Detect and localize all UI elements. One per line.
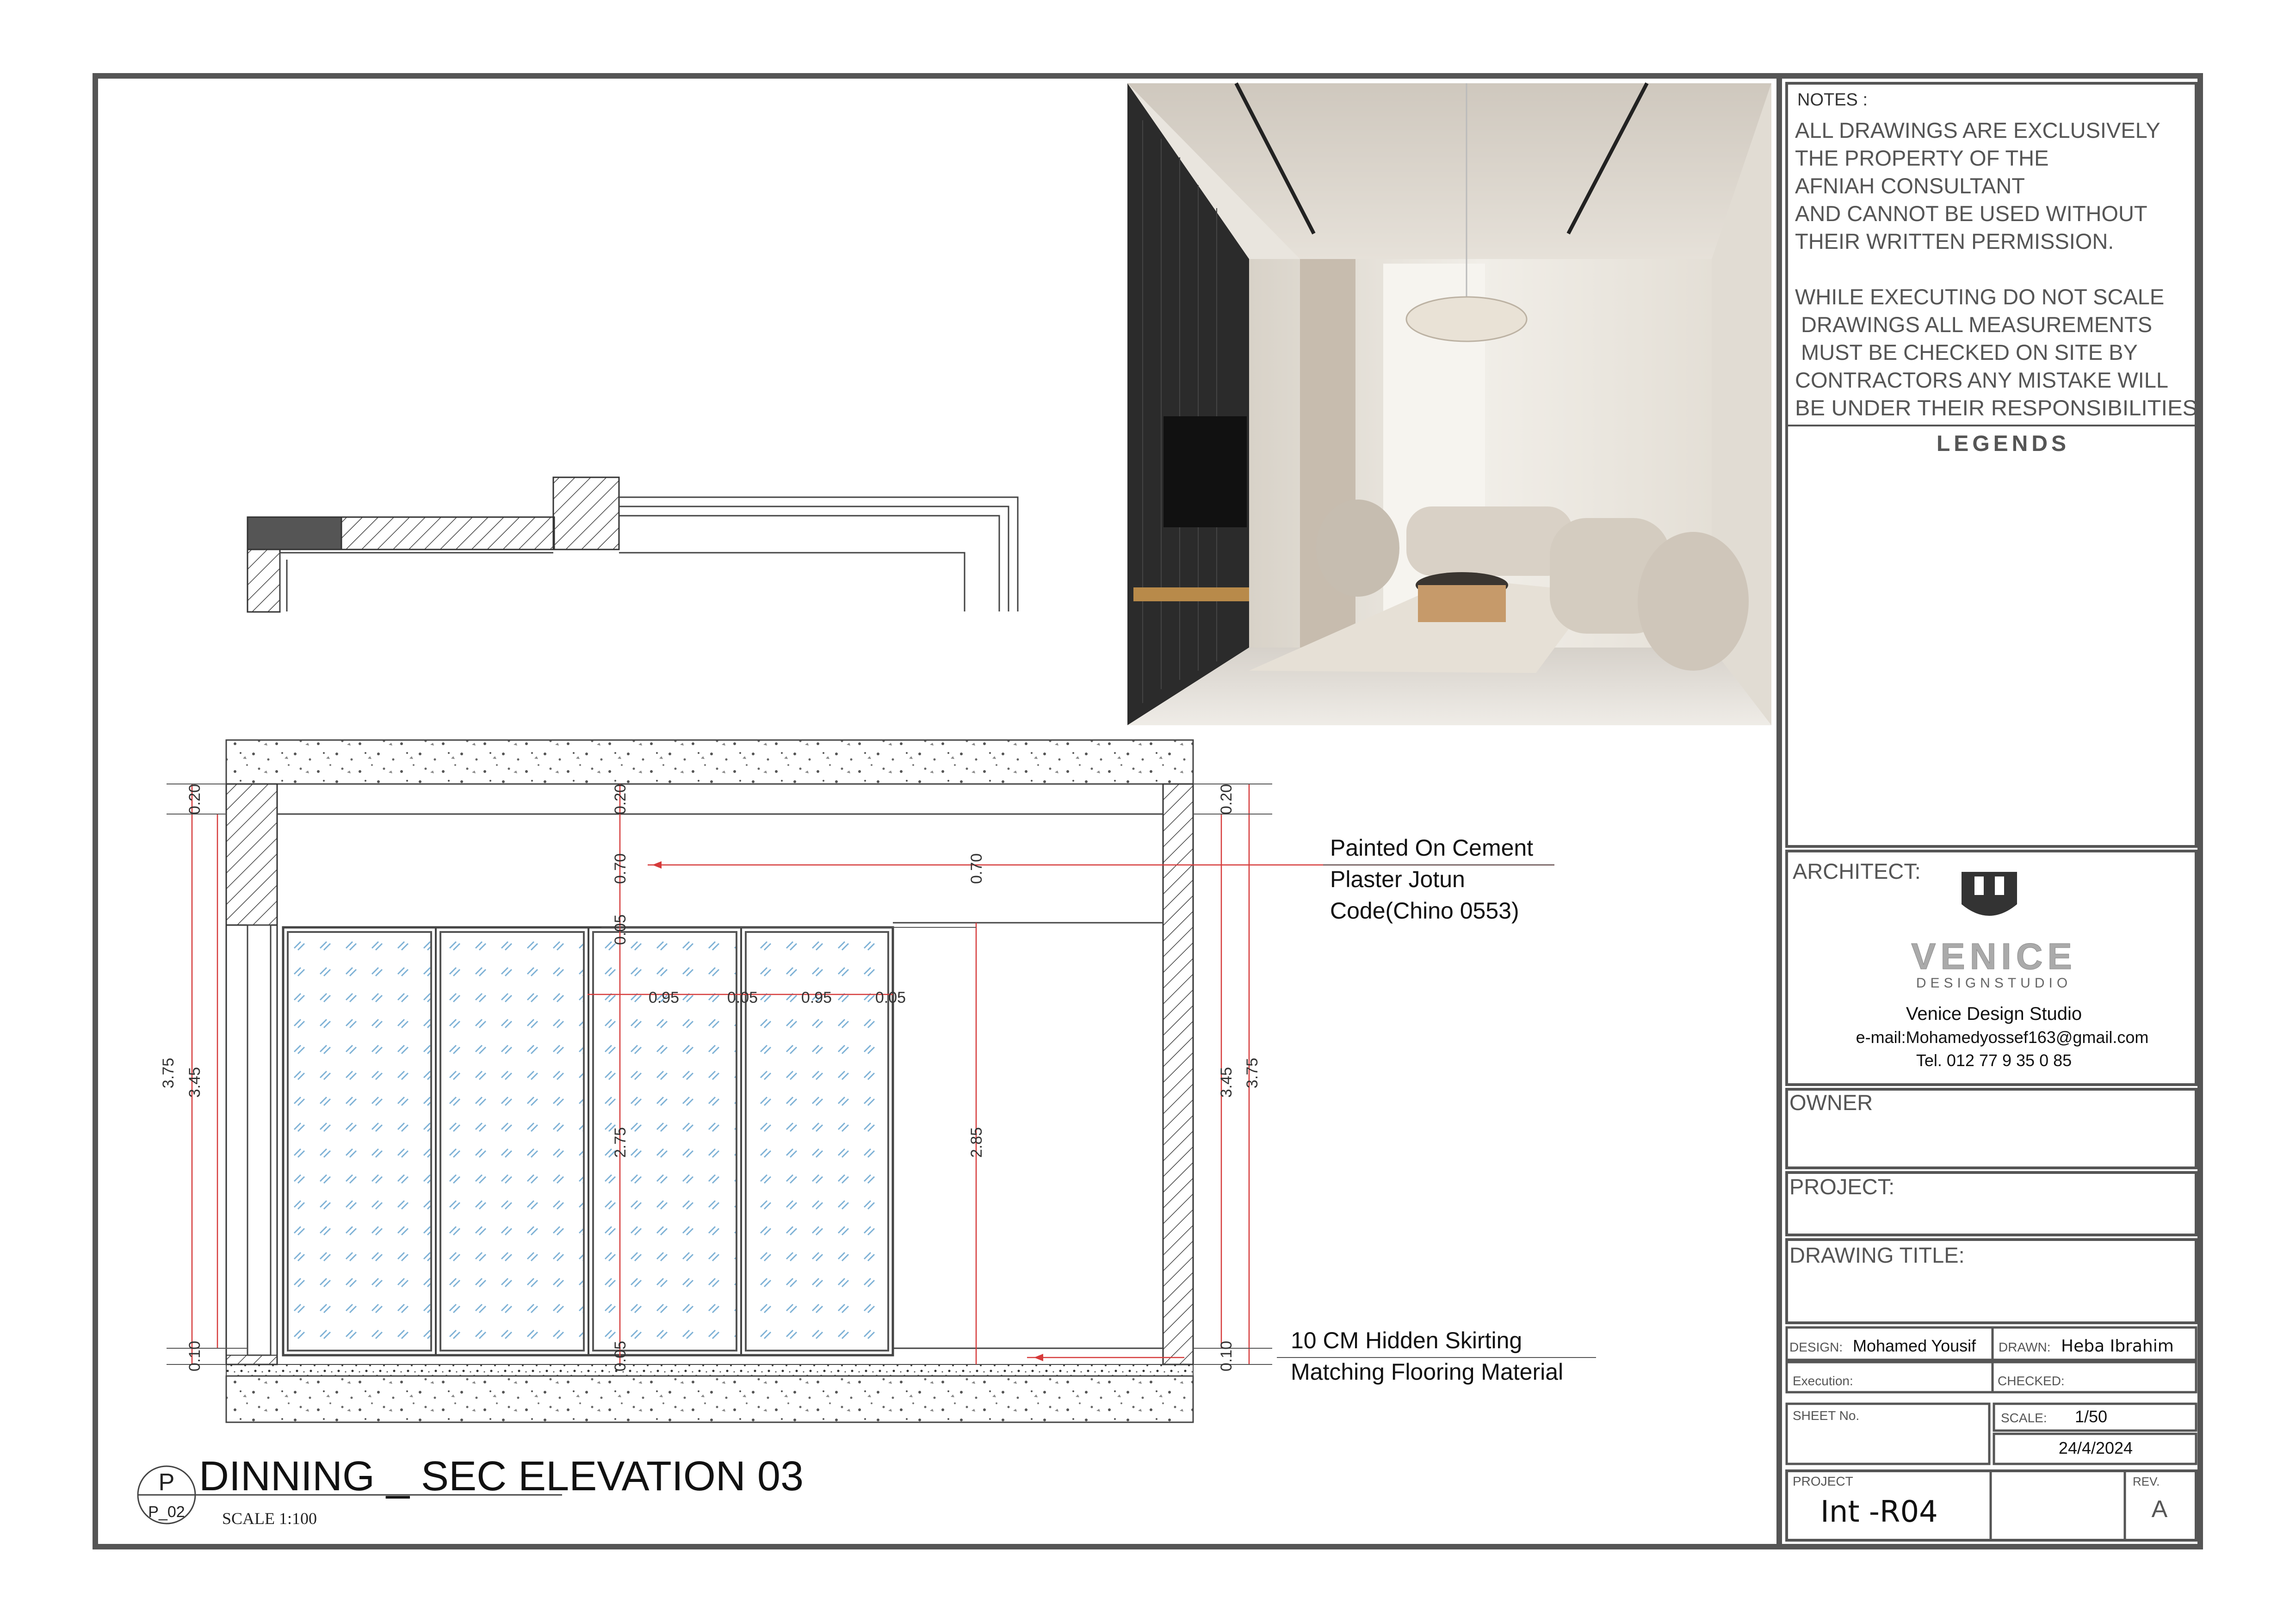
drawing-date: 24/4/2024 — [2058, 1438, 2133, 1457]
drawing-title-label: DRAWING TITLE: — [1789, 1243, 1965, 1267]
scale-label: SCALE: — [2001, 1411, 2047, 1425]
architect-tel: Tel. 012 77 9 35 0 85 — [1916, 1051, 2072, 1070]
dim-opening-height: 2.85 — [968, 1127, 985, 1158]
dim-bottom-right: 0.10 — [1218, 1340, 1235, 1372]
notes-line: ALL DRAWINGS ARE EXCLUSIVELY — [1795, 118, 2160, 142]
notes-line: MUST BE CHECKED ON SITE BY — [1795, 340, 2138, 364]
dim-top-right: 0.20 — [1218, 784, 1235, 815]
dim-panel-b: 0.95 — [801, 989, 832, 1006]
notes-line: WHILE EXECUTING DO NOT SCALE — [1795, 284, 2165, 309]
legends-heading: LEGENDS — [1936, 432, 2070, 456]
elevation-title: DINNING _ SEC ELEVATION 03 — [199, 1453, 804, 1500]
elevation-tag-number: P_02 — [148, 1503, 185, 1521]
elevation-tag-letter: P — [158, 1469, 175, 1496]
notes-line: BE UNDER THEIR RESPONSIBILITIES — [1795, 395, 2197, 420]
drawn-value: Heba Ibrahim — [2061, 1337, 2174, 1356]
skirting-note-line-2: Matching Flooring Material — [1291, 1359, 1564, 1385]
dim-left-clear: 3.45 — [186, 1067, 204, 1098]
logo-subtitle: DESIGNSTUDIO — [1916, 975, 2072, 991]
dim-right-clear: 3.45 — [1218, 1067, 1235, 1098]
design-value: Mohamed Yousif — [1853, 1336, 1976, 1355]
finish-note-line-3: Code(Chino 0553) — [1330, 898, 1519, 924]
plan-snippet — [248, 477, 1018, 612]
design-label: DESIGN: — [1789, 1340, 1843, 1354]
dim-gap-b: 0.05 — [875, 989, 906, 1006]
dim-top-mid: 0.20 — [612, 784, 629, 815]
sheet-no-label: SHEET No. — [1793, 1408, 1860, 1423]
checked-label: CHECKED: — [1998, 1374, 2065, 1388]
dim-bottom-mid: 0.05 — [612, 1340, 629, 1372]
rev-label: REV. — [2133, 1475, 2160, 1488]
project-code-label: PROJECT — [1793, 1474, 1853, 1488]
dim-gap-top: 0.05 — [612, 914, 629, 945]
rev-value: A — [2151, 1496, 2168, 1523]
project-code-value: Int -R04 — [1820, 1495, 1938, 1529]
elevation-drawing — [138, 740, 1596, 1528]
title-block — [1787, 83, 2197, 1540]
elevation-scale: SCALE 1:100 — [222, 1509, 317, 1528]
drawn-label: DRAWN: — [1999, 1340, 2051, 1354]
dim-panel-a: 0.95 — [648, 989, 680, 1006]
owner-label: OWNER — [1789, 1090, 1873, 1115]
notes-line: THEIR WRITTEN PERMISSION. — [1795, 229, 2114, 253]
notes-line: CONTRACTORS ANY MISTAKE WILL — [1795, 368, 2168, 392]
logo-wordmark: VENICE — [1911, 936, 2077, 977]
notes-heading: NOTES : — [1797, 90, 1868, 110]
dim-right-total: 3.75 — [1244, 1057, 1261, 1089]
dim-header-mid: 0.70 — [612, 853, 629, 884]
dim-gap-a: 0.05 — [727, 989, 758, 1006]
notes-line: AFNIAH CONSULTANT — [1795, 173, 2025, 198]
scale-value: 1/50 — [2075, 1407, 2108, 1426]
architect-email: e-mail:Mohamedyossef163@gmail.com — [1856, 1028, 2149, 1047]
notes-line: THE PROPERTY OF THE — [1795, 146, 2049, 170]
notes-line: DRAWINGS ALL MEASUREMENTS — [1795, 312, 2153, 337]
dim-door-height: 2.75 — [612, 1127, 629, 1158]
interior-render-image — [1127, 83, 1771, 725]
dim-top-left: 0.20 — [186, 784, 204, 815]
dim-bottom-left: 0.10 — [186, 1340, 204, 1372]
dim-left-total: 3.75 — [160, 1057, 177, 1089]
architect-name: Venice Design Studio — [1906, 1004, 2082, 1024]
dim-header-right: 0.70 — [968, 853, 985, 884]
finish-note-line-2: Plaster Jotun — [1330, 866, 1465, 892]
project-label: PROJECT: — [1789, 1174, 1895, 1199]
execution-label: Execution: — [1793, 1374, 1853, 1388]
venice-logo — [1911, 872, 2077, 991]
notes-line: AND CANNOT BE USED WITHOUT — [1795, 201, 2147, 226]
finish-note-line-1: Painted On Cement — [1330, 835, 1534, 861]
skirting-note-line-1: 10 CM Hidden Skirting — [1291, 1327, 1522, 1353]
architect-label: ARCHITECT: — [1793, 859, 1921, 883]
